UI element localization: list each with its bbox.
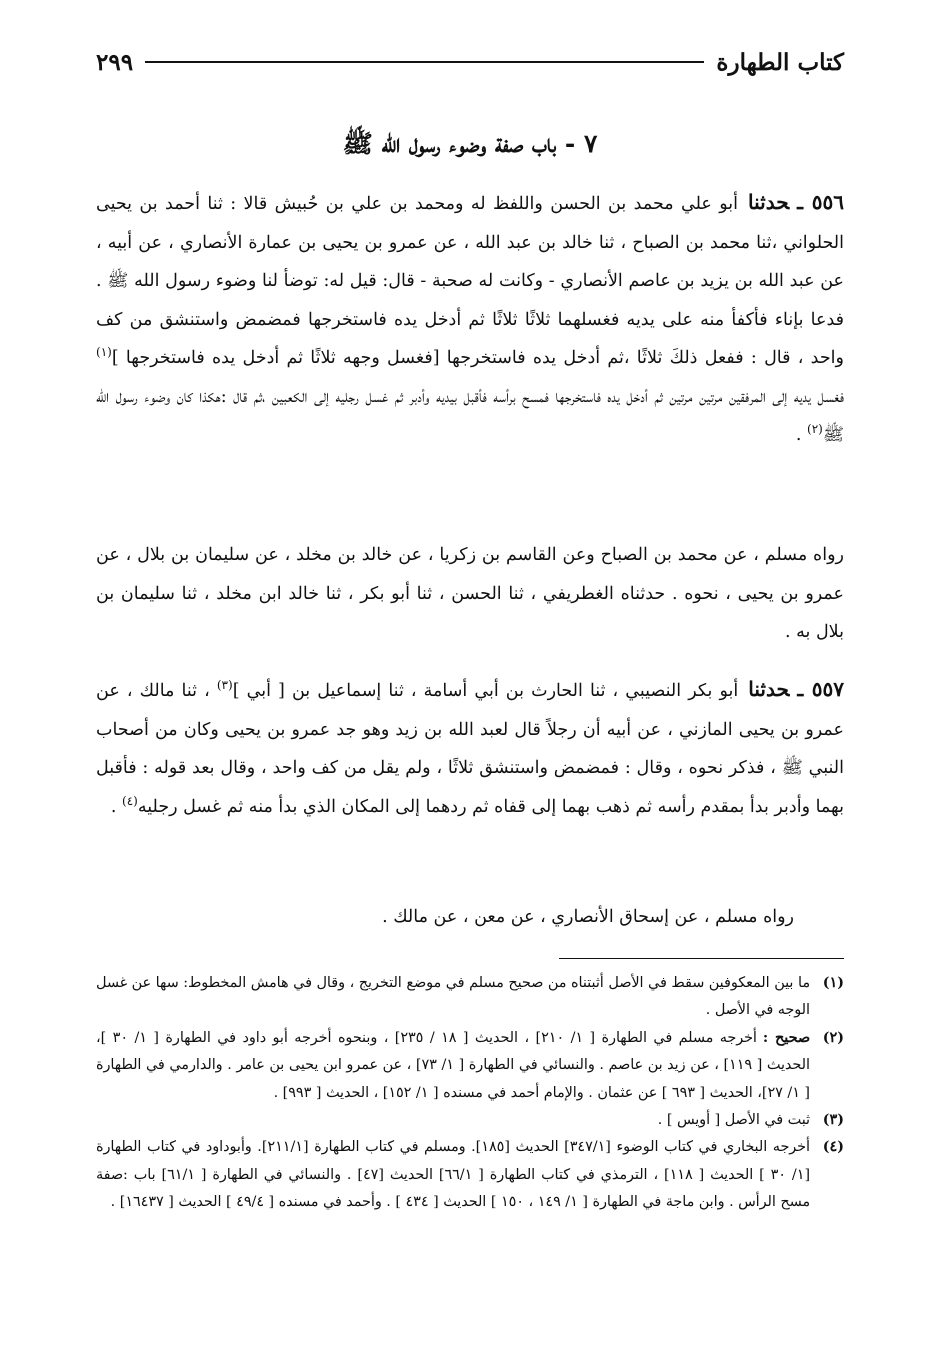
hadith-formula: حدثنا — [748, 677, 790, 701]
hadith-text: ، ثنا مالك ، عن عمرو بن يحيى المازني ، عن أبيه أن رجلاً قال لعبد الله بن زيد وهو جد عمرو بن يحيى وكان من أصحاب النبي ﷺ ، فذكر نحوه ، وقال : فمضمض واستنشق ثلاثًا ، ولم يقل من كف واحد ، وقال بعد قوله : فأقبل بهما وأدبر بدأ بمقدم رأسه ثم ذهب بهما إلى قفاه ثم ردهما إلى المكان الذي بدأ منه ثم غسل رجليه — [96, 681, 844, 817]
footnote-text: ثبت في الأصل [ أويس ] . — [657, 1112, 810, 1129]
footnote-reference: (٢) — [807, 422, 823, 437]
footnote-1 — [96, 970, 844, 1025]
header-rule — [145, 61, 704, 63]
footnote-reference: (١) — [96, 345, 112, 360]
footnote-3 — [96, 1107, 844, 1134]
footnote-number: (٢) — [822, 1029, 844, 1046]
narration-557: رواه مسلم ، عن إسحاق الأنصاري ، عن معن ، عن مالك . — [382, 907, 794, 927]
footnote-number: (١) — [822, 975, 844, 991]
running-head — [96, 40, 844, 84]
footnote-reference: (٣) — [216, 678, 233, 693]
hadith-text: أبو بكر النصيبي ، ثنا الحارث بن أبي أسامة ، ثنا إسماعيل بن [ أبي ] — [232, 681, 739, 701]
footnotes — [96, 970, 844, 1217]
footnote-text: أخرجه مسلم في الطهارة [ ١/ ٢١٠] ، الحديث [ ١٨ / ٢٣٥] ، وبنحوه أخرجه أبو داود في الطهارة [ ١/ ٣٠ ]، الحديث [ ١١٩] ، عن زيد بن عاصم . والنسائي في الطهارة [ ١/ ٧٣] ، عن عمرو ابن يحيى بن عامر . والدارمي في الطهارة [ ١/ ٢٧]، الحديث [ ٦٩٣ ] عن عثمان . والإمام أحمد في مسنده [ ١/ ١٥٢] ، الحديث [ ٩٩٣] . — [96, 1029, 810, 1101]
hadith-556 — [96, 183, 844, 455]
page-number: ٢٩٩ — [96, 48, 134, 76]
hadith-number: ٥٥٦ ـ — [797, 190, 844, 214]
footnote-4 — [96, 1134, 844, 1216]
footnote-reference: (٤) — [122, 793, 138, 808]
footnote-separator — [559, 958, 844, 959]
hadith-number: ٥٥٧ ـ — [797, 677, 844, 701]
hadith-text: فغسل يديه إلى المرفقين مرتين مرتين ثم أدخل يده فاستخرجها فمسح برأسه فأقبل بيديه وأدبر ثم غسل رجليه إلى الكعبين ،ثم قال :هكذا كان وضوء رسول الله ﷺ — [96, 386, 844, 445]
footnote-text: أخرجه البخاري في كتاب الوضوء [٣٤٧/١] الحديث [١٨٥]. ومسلم في كتاب الطهارة [٢١١/١]. وأبوداود في كتاب الطهارة [١/ ٣٠ ] الحديث [ ١١٨] ، الترمذي في كتاب الطهارة [ ٦٦/١] الحديث [٤٧] . والنسائي في الطهارة [ ٦١/١] باب :صفة مسح الرأس . وابن ماجة في الطهارة [ ١/ ١٤٩ ، ١٥٠ ] الحديث [ ٤٣٤ ] . وأحمد في مسنده [ ٤٩/٤ ] الحديث [ ١٦٤٣٧] . — [96, 1139, 811, 1211]
chapter-heading: ٧ - باب صفة وضوء رسول الله ﷺ — [342, 129, 598, 158]
book-title: كتاب الطهارة — [716, 48, 844, 76]
footnote-number: (٣) — [822, 1112, 844, 1129]
footnote-body — [96, 1025, 810, 1107]
hadith-text: . — [795, 425, 808, 445]
hadith-formula: حدثنا — [748, 190, 790, 214]
footnote-number: (٤) — [822, 1139, 844, 1156]
hadith-text: . — [110, 796, 123, 817]
footnote-2 — [96, 1025, 844, 1107]
hadith-text: أبو علي محمد بن الحسن واللفظ له ومحمد بن علي بن حُبيش قالا : ثنا أحمد بن يحيى الحلواني ،ثنا محمد بن الصباح ، ثنا خالد بن عبد الله ، عن عمرو بن يحيى بن عمارة الأنصاري ، عن أبيه ، عن عبد الله بن يزيد بن عاصم الأنصاري - وكانت له صحبة - قال: قيل له: توضأ لنا وضوء رسول الله ﷺ . فدعا بإناء فأكفأ منه على يديه فغسلهما ثلاثًا ثلاثًا ثم أدخل يده فاستخرجها فمضمض واستنشق من كف واحد ، قال : ففعل ذلكَ ثلاثًا ،ثم أدخل يده فاستخرجها [فغسل وجهه ثلاثًا ثم أدخل يده فاستخرجها ] — [96, 194, 844, 368]
hadith-557 — [96, 670, 844, 826]
footnote-keyword: صحيح : — [762, 1029, 810, 1046]
narration-556: رواه مسلم ، عن محمد بن الصباح وعن القاسم بن زكريا ، عن خالد بن مخلد ، عن سليمان بن بلال ، عن عمرو بن يحيى ، نحوه . حدثناه الغطريفي ، ثنا الحسن ، ثنا أبو بكر ، ثنا خالد ابن مخلد ، ثنا سليمان بن بلال به . — [96, 545, 844, 642]
footnote-text: ما بين المعكوفين سقط في الأصل أثبتناه من صحيح مسلم في موضع التخريج ، وقال في هامش المخطوط: سها عن غسل الوجه في الأصل . — [96, 975, 810, 1019]
